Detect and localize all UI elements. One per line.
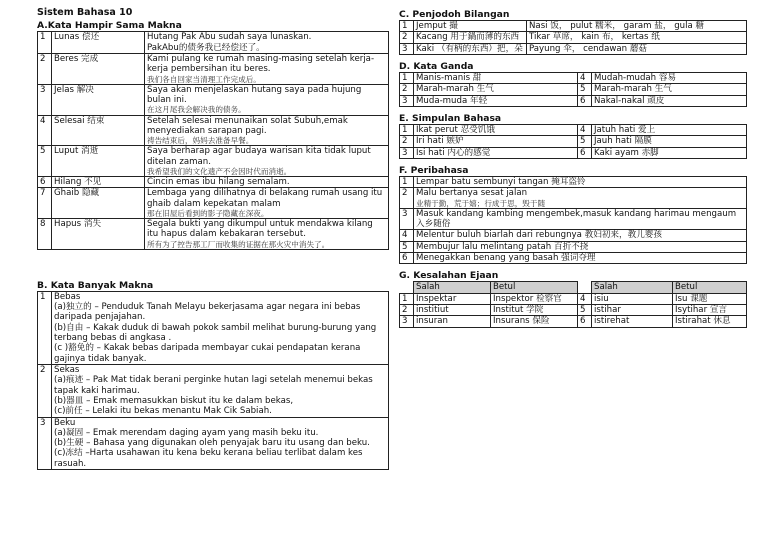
noun-translation: 蘑菇: [629, 43, 648, 54]
row-number: 1: [400, 293, 414, 304]
table-row: [400, 73, 747, 84]
row-number: 4: [578, 124, 592, 135]
section-a-heading: A.Kata Hampir Sama Makna: [37, 20, 182, 32]
table-row: [400, 95, 747, 106]
proverb: Lempar batu sembunyi tangan: [416, 176, 549, 187]
section-e-heading: E. Simpulan Bahasa: [399, 112, 502, 124]
section-d-table: [399, 72, 747, 107]
classifier: Kacang: [416, 32, 448, 43]
left-column: [37, 7, 389, 470]
section-e-table: [399, 124, 747, 159]
row-number: 2: [400, 136, 414, 147]
word: Jelas: [54, 84, 74, 95]
noun: garam: [623, 21, 652, 32]
table-row: [400, 43, 747, 54]
section-g-heading: G. Kesalahan Ejaan: [399, 270, 499, 282]
example-cell: [145, 84, 389, 115]
table-row: [38, 115, 389, 146]
word: Beres: [54, 54, 79, 65]
entry-translation: 爱上: [638, 124, 656, 135]
noun: kain: [581, 32, 600, 43]
row-number: 1: [400, 176, 414, 187]
example-cell: [145, 188, 389, 219]
entry: Muda-muda: [416, 95, 468, 106]
example-translation: 祷告结束后，妈妈去准备早餐。: [147, 136, 254, 146]
example-translation: 那在旧屋后看到的影子隐藏在深夜。: [147, 208, 269, 218]
header-spacer: [400, 282, 414, 293]
word-cell: [52, 219, 145, 250]
table-row: [400, 32, 747, 43]
example-translation: 我希望我们的文化遗产不会因时代而消逝。: [147, 166, 292, 176]
word: Ghaib: [54, 188, 80, 199]
proverb-cell: [414, 176, 747, 187]
entry: Kaki ayam: [594, 147, 639, 158]
entry: Jatuh hati: [594, 124, 636, 135]
row-number: 5: [578, 136, 592, 147]
entry-cell: [414, 147, 578, 158]
row-number: 2: [400, 32, 414, 43]
example-sentence: Lembaga yang dilihatnya di belakang rumah usang itu ghaib dalam kepekatan malam: [147, 188, 383, 209]
section-a-table: [37, 31, 389, 249]
table-row: [38, 84, 389, 115]
section-c-heading: C. Penjodoh Bilangan: [399, 9, 510, 20]
word-translation: 完成: [81, 54, 99, 65]
entry-translation: 年轻: [469, 95, 488, 106]
entry-translation: 隔膜: [634, 136, 652, 147]
word-cell: [52, 146, 145, 177]
table-row: [400, 124, 747, 135]
row-number: 4: [38, 115, 52, 146]
example-sentence: Setelah selesai menunaikan solat Subuh,emak menyediakan sarapan pagi.: [147, 115, 348, 136]
word: Selesai: [54, 115, 85, 126]
table-row: [38, 364, 389, 417]
row-number: 1: [38, 291, 52, 364]
proverb: Menegakkan benang yang basah: [416, 252, 559, 263]
section-b-table: [37, 291, 389, 470]
proverb-cell: [414, 252, 747, 263]
example-cell: [145, 115, 389, 146]
classifier-translation: 用于鍋而薄的东西: [450, 32, 520, 43]
row-number: 3: [400, 208, 414, 230]
section-c-table: [399, 20, 747, 55]
proverb: Masuk kandang kambing mengembek,masuk kandang harimau mengaum: [416, 208, 737, 219]
word-cell: [52, 188, 145, 219]
word: Beku: [54, 417, 76, 428]
noun: kertas: [621, 32, 649, 43]
example-cell: [145, 219, 389, 250]
row-number: 3: [400, 147, 414, 158]
row-number: 5: [578, 304, 592, 315]
word-cell: [52, 54, 145, 85]
entry-cell: [592, 147, 747, 158]
proverb: Membujur lalu melintang patah: [416, 241, 552, 252]
word-translation: 偿还: [82, 32, 100, 43]
proverb: Malu bertanya sesat jalan: [416, 188, 528, 199]
header-salah: Salah: [414, 282, 491, 293]
section-d-heading: D. Kata Ganda: [399, 60, 474, 72]
row-number: 6: [38, 176, 52, 187]
entry-translation: 赤脚: [641, 147, 659, 158]
word-cell: [52, 115, 145, 146]
wrong-spelling: isiu: [592, 293, 673, 304]
meaning-line: (c)前任 – Lelaki itu bekas menantu Mak Cik Sabiah.: [54, 406, 272, 417]
example-cell: [145, 176, 389, 187]
entry: Ikat perut: [416, 124, 458, 135]
entry-cell: [592, 136, 747, 147]
word-translation: 结束: [87, 115, 105, 126]
classifier: Kaki: [416, 43, 435, 54]
table-row: [38, 176, 389, 187]
proverb-translation: 教妇初来，教儿婴孩: [584, 230, 662, 241]
noun-translation: 糯米，: [595, 21, 621, 32]
entry-translation: 甜: [472, 73, 482, 83]
row-number: 4: [578, 293, 592, 304]
meaning-line: (a)痕迹 – Pak Mat tidak berani perginke hutan lagi setelah menemui bekas tapak kaki harimau.: [54, 375, 373, 396]
section-f-table: [399, 176, 747, 264]
example-cell: [145, 146, 389, 177]
wrong-spelling: institiut: [414, 304, 491, 315]
table-row: [400, 176, 747, 187]
table-row: [38, 219, 389, 250]
word-cell: [52, 176, 145, 187]
table-row: [400, 316, 747, 327]
table-row: [400, 84, 747, 95]
entry-cell: [592, 95, 747, 106]
meaning-cell: [52, 364, 389, 417]
row-number: 1: [400, 124, 414, 135]
example-sentence: Saya akan menjelaskan hutang saya pada hujung bulan ini.: [147, 84, 362, 106]
correct-spelling: Isytihar 宣言: [673, 304, 747, 315]
entry-cell: [414, 73, 578, 84]
meaning-cell: [52, 417, 389, 470]
proverb-translation: 百折不挠: [553, 241, 589, 252]
word-translation: 解决: [76, 84, 94, 95]
entry-translation: 嫉妒: [446, 136, 464, 147]
entry-cell: [592, 124, 747, 135]
table-row: [400, 21, 747, 32]
section-f-heading: F. Peribahasa: [399, 164, 469, 176]
table-row: [38, 291, 389, 364]
row-number: 1: [38, 32, 52, 54]
row-number: 2: [38, 54, 52, 85]
table-row: [400, 136, 747, 147]
table-row: [400, 188, 747, 208]
row-number: 6: [578, 95, 592, 106]
header-betul: Betul: [673, 282, 747, 293]
entry: Mudah-mudah: [594, 73, 657, 83]
wrong-spelling: insuran: [414, 316, 491, 327]
row-number: 4: [400, 230, 414, 241]
entry-translation: 忍受饥饿: [460, 124, 495, 135]
noun: Payung: [529, 43, 561, 54]
entry-cell: [414, 124, 578, 135]
classifier: Jemput: [416, 21, 447, 32]
noun-translation: 草席，: [552, 32, 579, 43]
table-row: [38, 417, 389, 470]
header-row: [400, 282, 747, 293]
entry: Nakal-nakal: [594, 95, 645, 106]
wrong-spelling: istirehat: [592, 316, 673, 327]
example-sentence: Hutang Pak Abu sudah saya lunaskan.: [147, 32, 312, 43]
proverb-translation: 强词夺理: [561, 252, 596, 263]
row-number: 3: [400, 316, 414, 327]
word: Sekas: [54, 364, 80, 375]
example-sentence-part: PakAbu: [147, 42, 179, 53]
nouns-cell: [527, 43, 747, 54]
row-number: 2: [400, 188, 414, 208]
nouns-cell: [527, 21, 747, 32]
proverb: Melentur buluh biarlah dari rebungnya: [416, 230, 582, 241]
row-number: 5: [578, 84, 592, 95]
row-number: 3: [400, 95, 414, 106]
example-translation: 的债务我已经偿还了。: [178, 42, 265, 53]
proverb-cell: [414, 188, 747, 208]
row-number: 3: [38, 84, 52, 115]
meaning-line: (c )豁免的 – Kakak bebas daripada membayar cukai pendapatan kerana gajinya tidak banyak.: [54, 343, 361, 364]
table-row: [38, 54, 389, 85]
row-number: 6: [400, 252, 414, 263]
noun-translation: 伞，: [563, 43, 581, 54]
proverb-translation: 掩耳盗铃: [551, 176, 586, 187]
entry: Marah-marah: [594, 84, 652, 95]
table-row: [400, 147, 747, 158]
entry-cell: [592, 73, 747, 84]
noun-translation: 糖: [695, 21, 705, 32]
example-sentence: Kami pulang ke rumah masing-masing setelah kerja-kerja pembersihan itu beres.: [147, 54, 375, 75]
proverb-cell: [414, 241, 747, 252]
proverb-cell: [414, 230, 747, 241]
word-cell: [52, 32, 145, 54]
row-number: 6: [578, 316, 592, 327]
classifier-cell: [414, 43, 527, 54]
meaning-line: (a)独立的 – Penduduk Tanah Melayu bekerjasama agar negara ini bebas daripada penjajahan.: [54, 302, 361, 323]
row-number: 4: [578, 73, 592, 84]
example-cell: [145, 54, 389, 85]
noun: gula: [674, 21, 693, 32]
row-number: 6: [578, 147, 592, 158]
row-number: 8: [38, 219, 52, 250]
word-translation: 隐藏: [81, 188, 100, 199]
word: Bebas: [54, 291, 81, 302]
entry-cell: [414, 95, 578, 106]
word-translation: 不见: [84, 176, 102, 187]
table-row: [400, 293, 747, 304]
meaning-line: (c)冻结 –Harta usahawan itu kena beku kerana beliau terlibat dalam kes rasuah.: [54, 448, 363, 469]
entry-translation: 顽皮: [647, 95, 665, 106]
row-number: 7: [38, 188, 52, 219]
section-b-heading: B. Kata Banyak Makna: [37, 279, 154, 291]
meaning-line: (b)生硬 – Bahasa yang digunakan oleh penyajak baru itu usang dan beku.: [54, 438, 370, 449]
row-number: 2: [38, 364, 52, 417]
entry-cell: [414, 84, 578, 95]
classifier-cell: [414, 32, 527, 43]
noun-translation: 布，: [601, 32, 620, 43]
row-number: 5: [400, 241, 414, 252]
meaning-line: (b)器皿 – Emak memasukkan biskut itu ke dalam bekas,: [54, 395, 294, 406]
meaning-line: (a)凝固 – Emak merendam daging ayam yang masih beku itu.: [54, 427, 319, 438]
example-sentence: Saya berharap agar budaya warisan kita tidak luput ditelan zaman.: [147, 146, 371, 167]
table-row: [38, 146, 389, 177]
correct-spelling: Isu 课题: [673, 293, 747, 304]
entry-cell: [414, 136, 578, 147]
entry: Manis-manis: [416, 73, 471, 83]
noun: Tikar: [529, 32, 550, 43]
word: Hapus: [54, 219, 82, 230]
proverb-translation: 入乡随俗: [416, 218, 451, 229]
noun-translation: 饭，: [550, 21, 568, 32]
entry-translation: 生气: [476, 84, 494, 95]
page-title: Sistem Bahasa 10: [37, 7, 133, 18]
entry: Isi hati: [416, 147, 445, 158]
word: Lunas: [54, 32, 80, 43]
example-sentence: Cincin emas ibu hilang semalam.: [147, 176, 290, 187]
proverb-translation: 业精于勤，荒于嬉；行成于思，毁于随: [416, 198, 546, 208]
noun-translation: 盐，: [654, 21, 672, 32]
right-column: [399, 7, 747, 328]
proverb-cell: [414, 208, 747, 230]
correct-spelling: Istirahat 休息: [673, 316, 747, 327]
example-cell: [145, 32, 389, 54]
noun: pulut: [570, 21, 593, 32]
entry-cell: [592, 84, 747, 95]
table-row: [38, 188, 389, 219]
row-number: 2: [400, 84, 414, 95]
classifier-cell: [414, 21, 527, 32]
example-translation: 所有为了控告那工厂而收集的证据在那火灾中消失了。: [147, 239, 330, 249]
noun: cendawan: [583, 43, 628, 54]
entry: Iri hati: [416, 136, 444, 147]
noun: Nasi: [529, 21, 548, 32]
word-translation: 消失: [83, 219, 102, 230]
word-cell: [52, 84, 145, 115]
classifier-translation: （有柄的东西）把，朵: [436, 43, 523, 54]
correct-spelling: Inspektor 检察官: [491, 293, 578, 304]
table-row: [400, 304, 747, 315]
entry-translation: 生气: [654, 84, 672, 95]
row-number: 1: [400, 73, 414, 84]
entry: Marah-marah: [416, 84, 474, 95]
row-number: 1: [400, 21, 414, 32]
meaning-cell: [52, 291, 389, 364]
wrong-spelling: Inspektar: [414, 293, 491, 304]
row-number: 2: [400, 304, 414, 315]
entry-translation: 内心的感觉: [447, 147, 491, 158]
row-number: 3: [400, 43, 414, 54]
wrong-spelling: istihar: [592, 304, 673, 315]
example-translation: 在这月尾我会解决我的债务。: [147, 105, 246, 115]
example-translation: 我们各自回家当清理工作完成后。: [147, 74, 261, 84]
noun-translation: 纸: [651, 32, 660, 43]
header-betul: Betul: [491, 282, 578, 293]
table-row: [400, 252, 747, 263]
header-salah: Salah: [592, 282, 673, 293]
header-spacer: [578, 282, 592, 293]
meaning-line: (b)自由 – Kakak duduk di bawah pokok sambil melihat burung-burung yang terbang bebas di angkasa .: [54, 322, 377, 344]
word: Hilang: [54, 176, 82, 187]
correct-spelling: Institut 学院: [491, 304, 578, 315]
table-row: [38, 32, 389, 54]
table-row: [400, 230, 747, 241]
example-sentence: Segala bukti yang dikumpul untuk mendakwa kilang itu hapus dalam kebakaran tersebut.: [147, 219, 373, 240]
table-row: [400, 241, 747, 252]
table-row: [400, 208, 747, 230]
row-number: 3: [38, 417, 52, 470]
classifier-translation: 撮: [449, 21, 458, 32]
word-translation: 消逝: [81, 146, 99, 157]
nouns-cell: [527, 32, 747, 43]
entry: Jauh hati: [594, 136, 632, 147]
section-g-table: [399, 281, 747, 327]
row-number: 5: [38, 146, 52, 177]
correct-spelling: Insurans 保险: [491, 316, 578, 327]
entry-translation: 容易: [658, 73, 677, 83]
word: Luput: [54, 146, 79, 157]
